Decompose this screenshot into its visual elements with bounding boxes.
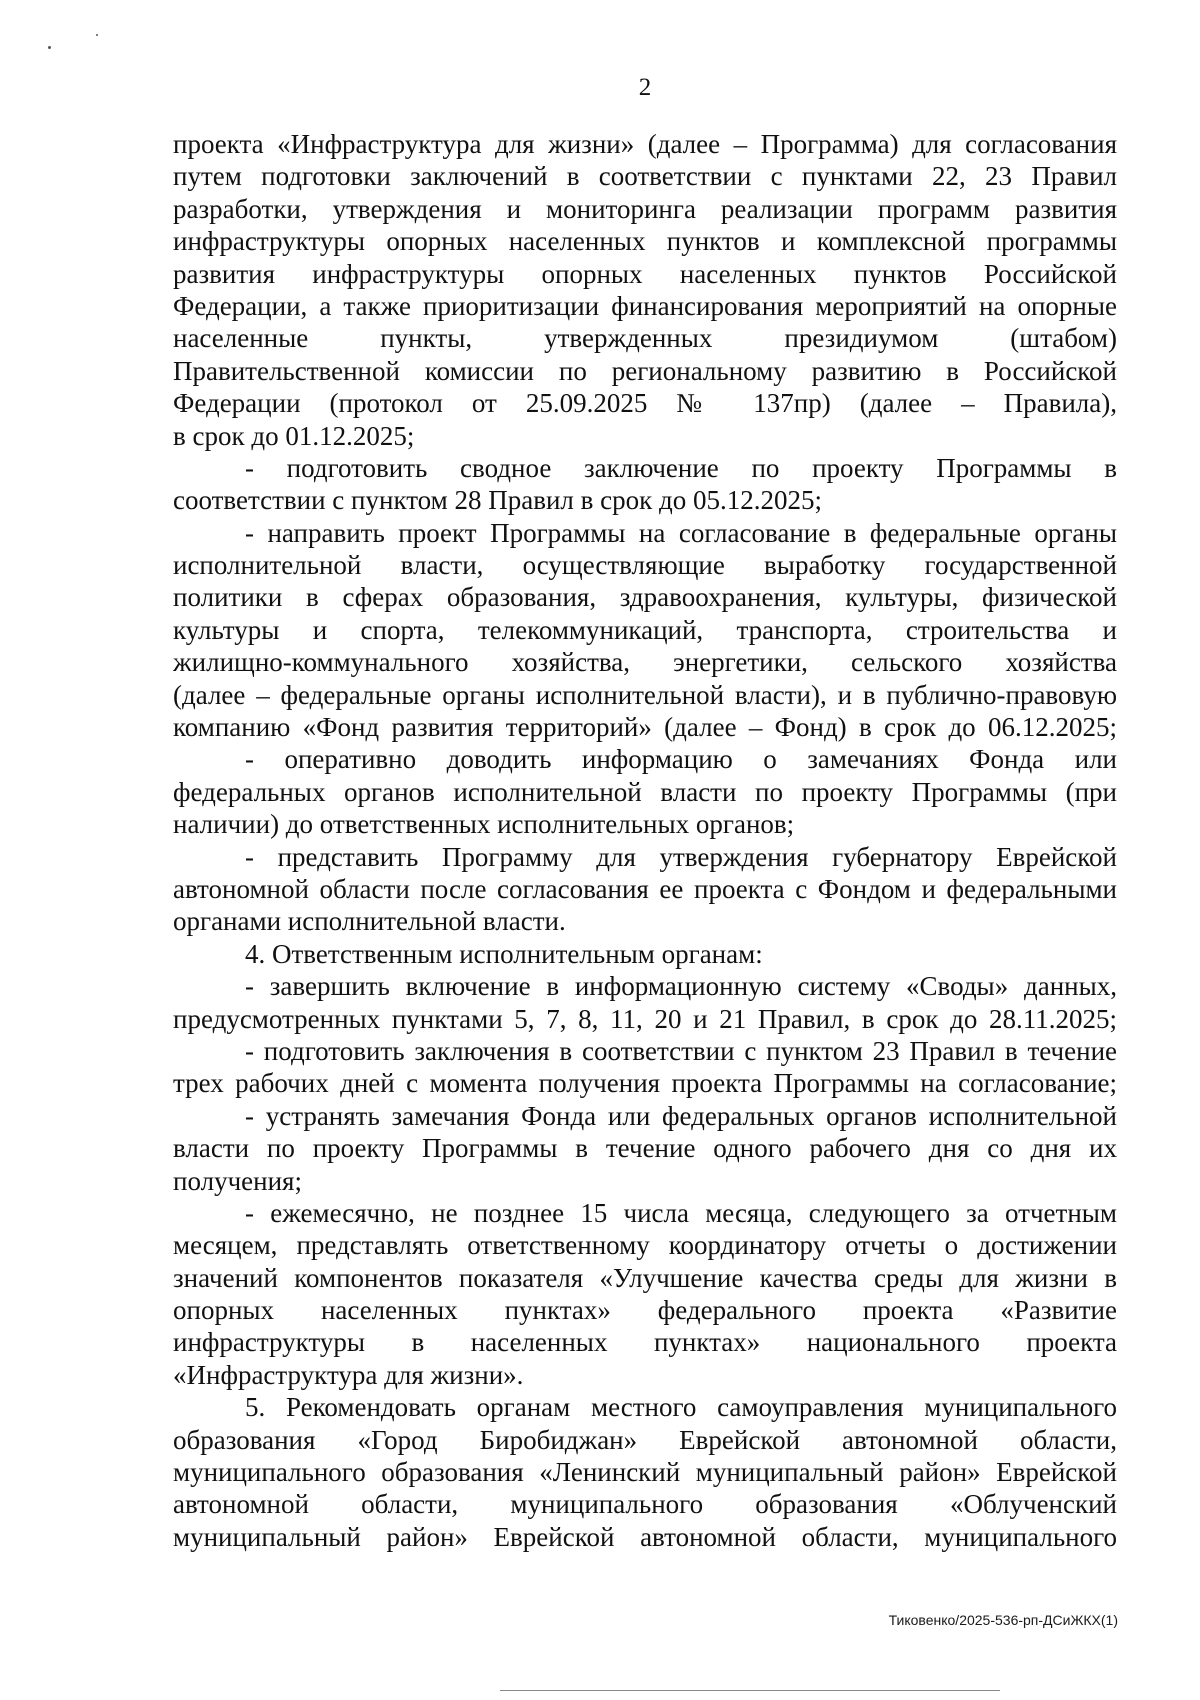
text-line: наличии) до ответственных исполнительных органов; <box>173 809 795 840</box>
text-line: федеральных органов исполнительной власти по проекту Программы (при <box>173 776 1117 807</box>
text-line: предусмотренных пунктами 5, 7, 8, 11, 20 и 21 Правил, в срок до 28.11.2025; <box>173 1003 1117 1034</box>
text-line: в срок до 01.12.2025; <box>173 420 415 451</box>
text-line: власти по проекту Программы в течение одного рабочего дня со дня их <box>173 1133 1117 1164</box>
text-line: компанию «Фонд развития территорий» (далее – Фонд) в срок до 06.12.2025; <box>173 712 1117 743</box>
text-line: - подготовить заключения в соответствии с пунктом 23 Правил в течение <box>245 1035 1117 1066</box>
text-line: - ежемесячно, не позднее 15 числа месяца, следующего за отчетным <box>245 1197 1117 1228</box>
text-line: культуры и спорта, телекоммуникаций, транспорта, строительства и <box>173 614 1117 645</box>
text-line: - направить проект Программы на согласование в федеральные органы <box>245 517 1117 548</box>
text-line: автономной области после согласования ее проекта с Фондом и федеральными <box>173 873 1117 904</box>
text-line: инфраструктуры в населенных пунктах» национального проекта <box>173 1327 1117 1358</box>
text-line: исполнительной власти, осуществляющие выработку государственной <box>173 550 1117 581</box>
text-line: - завершить включение в информационную систему «Своды» данных, <box>245 971 1117 1002</box>
text-line: проекта «Инфраструктура для жизни» (далее – Программа) для согласования <box>173 129 1117 159</box>
text-line: 5. Рекомендовать органам местного самоуправления муниципального <box>245 1392 1117 1423</box>
text-line: автономной области, муниципального образования «Облученский <box>173 1489 1117 1520</box>
text-line: Федерации, а также приоритизации финансирования мероприятий на опорные <box>173 290 1117 321</box>
text-line: соответствии с пунктом 28 Правил в срок до 05.12.2025; <box>173 485 822 516</box>
text-line: получения; <box>173 1165 302 1196</box>
scan-speck <box>48 46 51 49</box>
page-number: 2 <box>638 74 652 101</box>
text-line: опорных населенных пунктах» федерального проекта «Развитие <box>173 1295 1117 1326</box>
text-line: 4. Ответственным исполнительным органам: <box>245 938 763 969</box>
text-line: месяцем, представлять ответственному координатору отчеты о достижении <box>173 1230 1117 1261</box>
text-line: развития инфраструктуры опорных населенных пунктов Российской <box>173 258 1117 289</box>
text-line: Правительственной комиссии по региональному развитию в Российской <box>173 355 1117 386</box>
text-line: - подготовить сводное заключение по проекту Программы в <box>245 452 1117 483</box>
text-line: «Инфраструктура для жизни». <box>173 1359 524 1390</box>
document-body <box>173 128 1117 1553</box>
text-line: - представить Программу для утверждения губернатору Еврейской <box>245 841 1117 872</box>
text-line: Федерации (протокол от 25.09.2025 № 137пр) (далее – Правила), <box>173 388 1117 419</box>
scan-speck <box>96 34 98 36</box>
text-line: трех рабочих дней с момента получения проекта Программы на согласование; <box>173 1068 1117 1099</box>
document-reference-code: Тиковенко/2025-536-рп-ДСиЖКХ(1) <box>888 1612 1118 1628</box>
text-line: муниципальный район» Еврейской автономной области, муниципального <box>173 1521 1117 1552</box>
text-line: значений компонентов показателя «Улучшение качества среды для жизни в <box>173 1262 1117 1293</box>
text-line: образования «Город Биробиджан» Еврейской автономной области, <box>173 1424 1117 1455</box>
text-line: инфраструктуры опорных населенных пунктов и комплексной программы <box>173 226 1117 257</box>
text-line: (далее – федеральные органы исполнительной власти), и в публично-правовую <box>173 679 1117 710</box>
text-line: муниципального образования «Ленинский муниципальный район» Еврейской <box>173 1457 1117 1488</box>
text-line: политики в сферах образования, здравоохранения, культуры, физической <box>173 582 1117 613</box>
text-line: населенные пункты, утвержденных президиумом (штабом) <box>173 323 1117 354</box>
text-line: - устранять замечания Фонда или федеральных органов исполнительной <box>245 1100 1117 1131</box>
scan-artifact-line <box>500 1690 1000 1691</box>
text-line: жилищно-коммунального хозяйства, энергетики, сельского хозяйства <box>173 647 1117 678</box>
text-line: - оперативно доводить информацию о замечаниях Фонда или <box>245 744 1117 775</box>
text-line: разработки, утверждения и мониторинга реализации программ развития <box>173 193 1117 224</box>
text-line: путем подготовки заключений в соответствии с пунктами 22, 23 Правил <box>173 161 1117 192</box>
text-line: органами исполнительной власти. <box>173 906 566 937</box>
